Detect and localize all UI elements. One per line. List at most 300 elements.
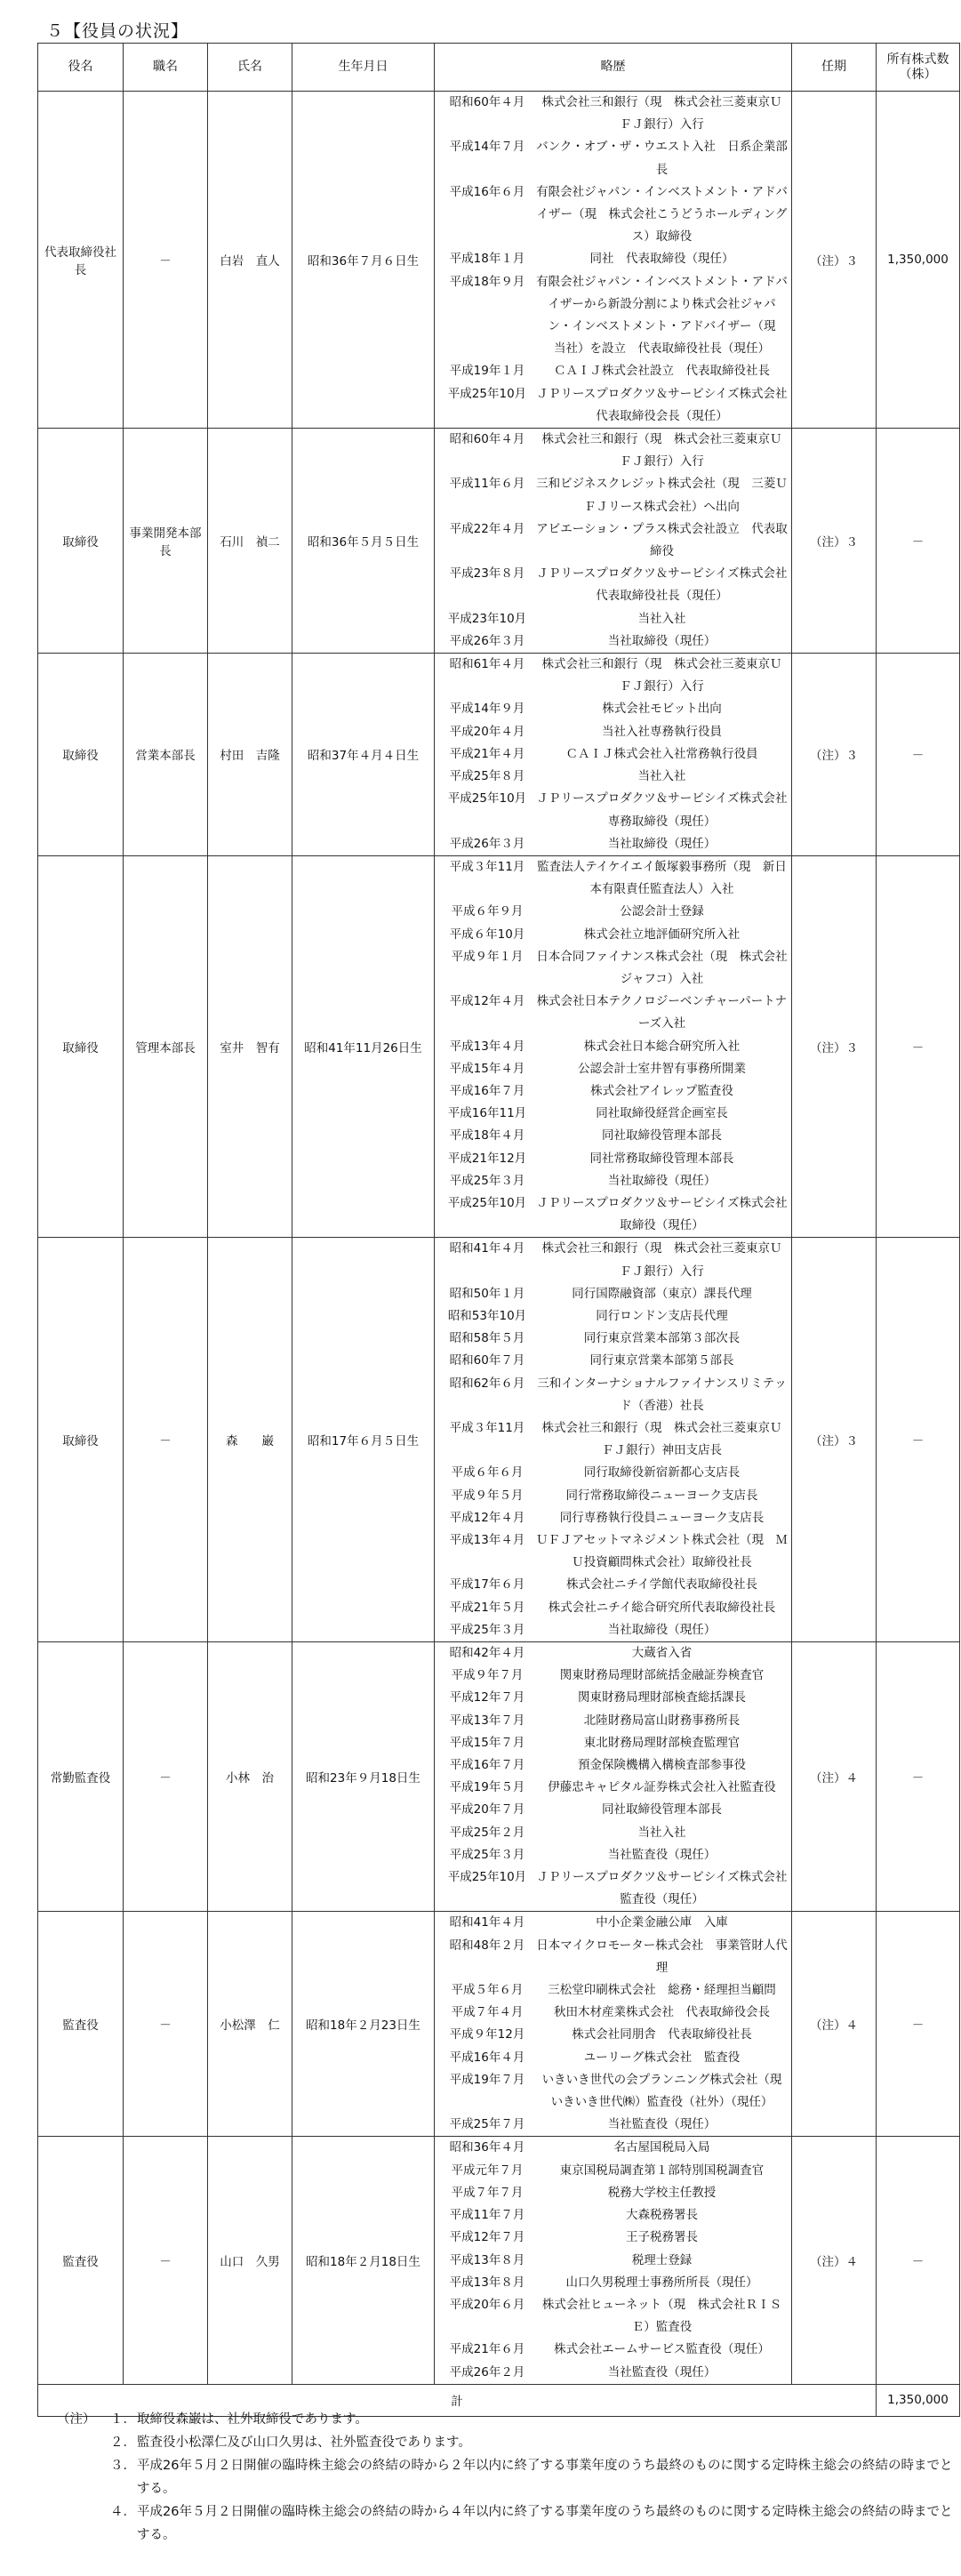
career-text: 関東財務局理財部統括金融証券検査官 (559, 1668, 765, 1683)
career-date: 平成19年５月 (449, 1780, 525, 1795)
career-date: 昭和41年４月 (449, 1241, 525, 1256)
career-date: 平成７年７月 (451, 2185, 524, 2200)
career-entry (438, 1777, 788, 1799)
header-row (38, 44, 960, 92)
career-text: 税理士登録 (631, 2252, 693, 2267)
career-text: アビエーション・プラス株式会社設立 代表取締役 (536, 521, 788, 559)
career-text: 当社取締役（現任） (607, 1622, 717, 1637)
career-entry (438, 2294, 788, 2339)
career-date: 平成13年４月 (449, 1039, 525, 1054)
career-date: 平成25年10月 (447, 791, 527, 807)
career-entry (438, 2024, 788, 2046)
career-date: 平成９年７月 (451, 1668, 524, 1683)
career-date: 平成21年５月 (449, 1600, 525, 1615)
career-entry (438, 1283, 788, 1305)
career-date: 平成18年１月 (449, 252, 525, 267)
career-date: 平成13年８月 (449, 2252, 525, 2267)
career-date: 平成25年10月 (447, 1870, 527, 1885)
career-entry (438, 743, 788, 766)
career-text: ＪＰリースプロダクツ＆サービシイズ株式会社 監査役（現任） (536, 1870, 799, 1907)
career-date: 平成16年４月 (449, 2050, 525, 2065)
career-date: 昭和48年２月 (449, 1938, 525, 1953)
career-text: ＣＡＩＪ株式会社設立 代表取締役社長 (554, 364, 770, 379)
career-text: 株式会社三和銀行（現 株式会社三菱東京ＵＦＪ銀行）入行 (541, 657, 782, 694)
career-text: 同行ロンドン支店長代理 (596, 1308, 728, 1323)
career-date: 平成14年７月 (449, 140, 525, 155)
career-date: 平成13年４月 (449, 1533, 525, 1547)
note-number: ２． (110, 2436, 136, 2450)
note-mark (57, 2454, 110, 2500)
career-text: 株式会社アイレップ監査役 (590, 1083, 733, 1098)
officer-birth: 昭和36年７月６日生 (292, 92, 435, 429)
career-text: 株式会社三和銀行（現 株式会社三菱東京ＵＦＪ銀行）入行 (541, 1241, 782, 1279)
officer-career (435, 654, 799, 856)
career-entry (438, 2250, 788, 2272)
career-entry (438, 181, 788, 249)
career-date: 平成６年６月 (451, 1465, 524, 1481)
career-entry (438, 1619, 788, 1641)
officer-job: － (124, 1238, 208, 1642)
header-job: 職名 (124, 44, 208, 92)
career-date: 平成18年９月 (449, 274, 525, 289)
career-text: 中小企業金融公庫 入庫 (596, 1915, 728, 1930)
career-entry (438, 1866, 799, 1911)
career-text: 当社監査役（現任） (607, 2364, 717, 2379)
officer-job: － (124, 1642, 208, 1912)
career-entry (438, 654, 788, 698)
career-text: 当社監査役（現任） (607, 2117, 717, 2132)
career-text: 株式会社三和銀行（現 株式会社三菱東京ＵＦＪ銀行）入行 (541, 95, 782, 132)
officer-row (38, 429, 960, 654)
note-item (57, 2431, 955, 2454)
career-entry (438, 2047, 788, 2069)
career-text: ＪＰリースプロダクツ＆サービシイズ株式会社 専務取締役（現任） (536, 791, 799, 829)
career-entry (438, 1148, 788, 1170)
career-text: 当社入社専務執行役員 (602, 724, 722, 739)
officer-name: 小林 治 (208, 1642, 292, 1912)
career-text: 王子税務署長 (626, 2230, 698, 2245)
career-text: 伊藤忠キャピタル証券株式会社入社監査役 (548, 1780, 776, 1795)
career-entry (438, 2069, 794, 2114)
officer-career (435, 429, 799, 654)
officer-row (38, 855, 960, 1237)
career-entry (438, 518, 788, 563)
career-date: 平成23年８月 (449, 566, 525, 582)
career-entry (438, 2002, 788, 2024)
career-date: 昭和42年４月 (449, 1646, 525, 1661)
career-entry (438, 1665, 788, 1687)
section-title: ５【役員の状況】 (46, 21, 189, 41)
note-item (57, 2500, 955, 2547)
officer-shares: － (877, 1238, 960, 1642)
career-entry (438, 92, 788, 136)
career-entry (438, 248, 788, 270)
career-text: 株式会社日本総合研究所入社 (583, 1039, 741, 1054)
career-text: 関東財務局理財部検査総括課長 (578, 1690, 746, 1705)
officer-job: 管理本部長 (124, 855, 208, 1237)
header-birth: 生年月日 (292, 44, 435, 92)
career-entry (438, 1979, 788, 2002)
officer-position: 取締役 (38, 1238, 124, 1642)
career-text: 株式会社三和銀行（現 株式会社三菱東京ＵＦＪ銀行）入行 (541, 432, 782, 469)
career-text: 監査法人テイケイエイ飯塚毅事務所（現 新日本有限責任監査法人）入社 (537, 859, 787, 897)
career-date: 平成５年６月 (451, 1983, 524, 1998)
career-date: 平成19年１月 (449, 364, 525, 379)
career-text: いきいき世代の会プランニング株式会社（現 いきいき世代㈱）監査役（社外）（現任） (541, 2072, 794, 2110)
career-entry (438, 1935, 788, 1979)
career-date: 平成元年７月 (451, 2163, 524, 2178)
officer-position: 取締役 (38, 855, 124, 1237)
career-date: 平成26年３月 (449, 633, 525, 648)
career-entry (438, 1328, 788, 1350)
career-entry (438, 2204, 788, 2227)
career-date: 平成22年４月 (449, 521, 525, 536)
career-text: 同社取締役管理本部長 (602, 1128, 722, 1144)
officer-shares: － (877, 654, 960, 856)
career-text: 株式会社ヒューネット（現 株式会社ＲＩＳＥ）監査役 (541, 2297, 782, 2335)
career-entry (438, 563, 799, 607)
career-entry (438, 473, 788, 518)
career-date: 平成25年３月 (449, 1847, 525, 1862)
officer-term: （注）３ (792, 1238, 877, 1642)
career-text: 同行東京営業本部第５部長 (589, 1353, 734, 1368)
note-item (57, 2454, 955, 2500)
officer-term: （注）４ (792, 1912, 877, 2137)
career-text: ＪＰリースプロダクツ＆サービシイズ株式会社 代表取締役会長（現任） (536, 386, 799, 423)
career-entry (438, 1642, 788, 1665)
officer-birth: 昭和41年11月26日生 (292, 855, 435, 1237)
career-text: 大蔵省入省 (631, 1646, 693, 1661)
note-item (57, 2408, 955, 2431)
career-date: 平成12年７月 (449, 2230, 525, 2245)
career-entry (438, 1103, 788, 1125)
career-entry (438, 1036, 788, 1058)
officer-row (38, 2137, 960, 2384)
career-text: 名古屋国税局入局 (613, 2140, 710, 2155)
career-text: 株式会社ニチイ学館代表取締役社長 (565, 1577, 758, 1593)
note-number: ３． (110, 2459, 136, 2473)
career-entry (438, 721, 788, 743)
officers-table (37, 43, 960, 2417)
career-text: ＵＦＪアセットマネジメント株式会社（現 ＭＵ投資顧問株式会社）取締役社長 (536, 1533, 788, 1570)
career-text: 北陸財務局富山財務事務所長 (583, 1713, 741, 1728)
career-text: 同行国際融資部（東京）課長代理 (572, 1286, 752, 1301)
career-date: 平成11年６月 (449, 477, 525, 492)
career-date: 平成９年１月 (451, 949, 524, 964)
officer-name: 室井 智有 (208, 855, 292, 1237)
career-entry (438, 429, 788, 473)
officer-birth: 昭和18年２月18日生 (292, 2137, 435, 2384)
career-entry (438, 271, 788, 361)
header-career: 略歴 (435, 44, 792, 92)
career-text: 同行専務執行役員ニューヨーク支店長 (559, 1510, 765, 1525)
career-entry (438, 991, 788, 1035)
career-text: ＪＰリースプロダクツ＆サービシイズ株式会社 代表取締役社長（現任） (536, 566, 799, 604)
career-entry (438, 1485, 788, 1507)
career-text: 同社 代表取締役（現任） (589, 252, 734, 267)
career-date: 平成13年８月 (449, 2275, 525, 2290)
officer-term: （注）３ (792, 654, 877, 856)
career-date: 平成３年11月 (449, 1420, 525, 1435)
career-text: 三松堂印刷株式会社 総務・経理担当顧問 (548, 1983, 776, 1998)
career-date: 平成16年11月 (447, 1106, 527, 1121)
officer-term: （注）４ (792, 1642, 877, 1912)
header-term: 任期 (792, 44, 877, 92)
career-entry (438, 1574, 788, 1596)
career-entry (438, 1710, 788, 1732)
career-date: 昭和41年４月 (449, 1915, 525, 1930)
career-entry (438, 698, 788, 720)
career-entry (438, 2182, 788, 2204)
career-entry (438, 788, 799, 832)
career-text: 東京国税局調査第１部特別国税調査官 (559, 2163, 765, 2178)
officer-career (435, 855, 799, 1237)
officer-job: － (124, 1912, 208, 2137)
career-date: 平成７年４月 (451, 2005, 524, 2020)
officer-position: 常勤監査役 (38, 1642, 124, 1912)
officer-term: （注）３ (792, 92, 877, 429)
career-date: 昭和60年４月 (449, 432, 525, 447)
career-text: ＪＰリースプロダクツ＆サービシイズ株式会社 取締役（現任） (536, 1195, 799, 1233)
career-entry (438, 1912, 788, 1934)
career-text: 公認会計士登録 (620, 904, 704, 919)
career-text: 有限会社ジャパン・インベストメント・アドバイザー（現 株式会社こうどうホールディングス）取締役 (536, 184, 788, 245)
career-text: 東北財務局理財部検査監理官 (583, 1735, 741, 1750)
career-text: 有限会社ジャパン・インベストメント・アドバイザーから新設分割により株式会社ジャパン・インベストメント・アドバイザー（現 当社）を設立 代表取締役社長（現任） (536, 274, 789, 357)
career-text: 株式会社ニチイ総合研究所代表取締役社長 (548, 1600, 776, 1615)
career-entry (438, 1238, 788, 1282)
career-date: 昭和58年５月 (449, 1331, 525, 1346)
career-text: ユーリーグ株式会社 監査役 (583, 2050, 741, 2065)
career-text: 株式会社三和銀行（現 株式会社三菱東京ＵＦＪ銀行）神田支店長 (541, 1420, 782, 1458)
career-entry (438, 1125, 788, 1147)
officer-name: 森 巌 (208, 1238, 292, 1642)
officer-name: 村田 吉隆 (208, 654, 292, 856)
officer-birth: 昭和36年５月５日生 (292, 429, 435, 654)
header-name: 氏名 (208, 44, 292, 92)
career-entry (438, 1754, 788, 1777)
career-date: 平成９年５月 (451, 1488, 524, 1503)
note-mark (57, 2431, 110, 2454)
career-date: 平成25年７月 (449, 2117, 525, 2132)
career-entry (438, 1373, 788, 1417)
officer-job: 事業開発本部長 (124, 429, 208, 654)
note-text: 平成26年５月２日開催の臨時株主総会の終結の時から４年以内に終了する事業年度のうち最終のものに関する定時株主総会の終結の時までとする。 (137, 2505, 953, 2542)
career-date: 昭和61年４月 (449, 657, 525, 672)
header-shares: 所有株式数（株） (877, 44, 960, 92)
career-entry (438, 630, 788, 653)
career-entry (438, 2114, 788, 2136)
officer-birth: 昭和18年２月23日生 (292, 1912, 435, 2137)
career-date: 平成25年８月 (449, 769, 525, 784)
career-entry (438, 1844, 788, 1866)
career-entry (438, 2160, 788, 2182)
career-text: 公認会計士室井智有事務所開業 (578, 1061, 746, 1076)
officer-row (38, 1912, 960, 2137)
career-date: 平成15年４月 (449, 1061, 525, 1076)
officer-row (38, 1238, 960, 1642)
officer-shares: － (877, 2137, 960, 2384)
career-entry (438, 856, 788, 901)
career-entry (438, 946, 788, 991)
career-entry (438, 1080, 788, 1103)
career-date: 平成11年７月 (449, 2208, 525, 2223)
career-text: 日本合同ファイナンス株式会社（現 株式会社ジャフコ）入社 (536, 949, 788, 986)
career-text: ＣＡＩＪ株式会社入社常務執行役員 (565, 746, 758, 761)
officer-shares: 1,350,000 (877, 92, 960, 429)
officer-birth: 昭和23年９月18日生 (292, 1642, 435, 1912)
career-date: 平成12年７月 (449, 1690, 525, 1705)
notes (57, 2408, 955, 2547)
career-entry (438, 2137, 788, 2159)
career-entry (438, 1687, 788, 1709)
officer-row (38, 1642, 960, 1912)
officer-position: 取締役 (38, 429, 124, 654)
officer-name: 山口 久男 (208, 2137, 292, 2384)
career-text: 税務大学校主任教授 (607, 2185, 717, 2200)
career-date: 平成６年９月 (451, 904, 524, 919)
career-date: 平成21年４月 (449, 746, 525, 761)
career-date: 平成21年６月 (449, 2342, 525, 2357)
officer-job: － (124, 92, 208, 429)
career-text: 株式会社モビット出向 (602, 702, 722, 717)
officer-name: 石川 禎二 (208, 429, 292, 654)
career-text: 同社取締役管理本部長 (602, 1802, 722, 1818)
officer-row (38, 654, 960, 856)
career-date: 平成25年３月 (449, 1622, 525, 1637)
career-entry (438, 1305, 788, 1328)
career-text: 株式会社同朋舎 代表取締役社長 (572, 2027, 752, 2042)
career-date: 昭和62年６月 (449, 1376, 525, 1391)
officer-position: 取締役 (38, 654, 124, 856)
note-mark (57, 2500, 110, 2547)
total-label: 計 (38, 2384, 877, 2416)
career-date: 平成25年10月 (447, 1195, 527, 1210)
career-text: 同行取締役新宿新都心支店長 (583, 1465, 741, 1481)
career-date: 平成19年７月 (449, 2072, 525, 2087)
career-entry (438, 2272, 788, 2294)
career-entry (438, 1350, 788, 1372)
career-date: 平成21年12月 (447, 1151, 527, 1166)
officer-position: 監査役 (38, 2137, 124, 2384)
career-date: 平成25年10月 (447, 386, 527, 401)
career-date: 平成17年６月 (449, 1577, 525, 1593)
note-text: 平成26年５月２日開催の臨時株主総会の終結の時から２年以内に終了する事業年度のうち最終のものに関する定時株主総会の終結の時までとする。 (137, 2459, 953, 2496)
officer-career (435, 1912, 792, 2137)
officer-shares: － (877, 1642, 960, 1912)
officer-shares: － (877, 1912, 960, 2137)
career-date: 平成18年４月 (449, 1128, 525, 1144)
career-text: 当社入社 (637, 769, 686, 784)
career-date: 平成６年10月 (449, 927, 525, 942)
career-date: 平成13年７月 (449, 1713, 525, 1728)
career-entry (438, 833, 788, 855)
career-entry (438, 608, 788, 630)
career-text: 株式会社日本テクノロジーベンチャーパートナーズ入社 (536, 994, 788, 1031)
career-entry (438, 1462, 788, 1484)
career-text: 大森税務署長 (626, 2208, 698, 2223)
career-text: 同社常務取締役管理本部長 (589, 1151, 734, 1166)
career-date: 平成３年11月 (449, 859, 525, 874)
career-entry (438, 766, 788, 788)
career-date: 昭和50年１月 (449, 1286, 525, 1301)
career-date: 平成23年10月 (447, 611, 527, 626)
career-entry (438, 1417, 788, 1462)
header-position: 役名 (38, 44, 124, 92)
note-text: 取締役森巌は、社外取締役であります。 (137, 2412, 368, 2427)
career-entry (438, 383, 799, 428)
career-entry (438, 1058, 788, 1080)
career-date: 平成15年７月 (449, 1735, 525, 1750)
officer-term: （注）４ (792, 2137, 877, 2384)
officer-birth: 昭和17年６月５日生 (292, 1238, 435, 1642)
career-date: 昭和53年10月 (447, 1308, 527, 1323)
career-date: 平成16年７月 (449, 1758, 525, 1773)
career-entry (438, 360, 788, 382)
career-entry (438, 2362, 788, 2384)
officer-position: 代表取締役社長 (38, 92, 124, 429)
career-text: 株式会社エームサービス監査役（現任） (554, 2342, 770, 2357)
officer-shares: － (877, 855, 960, 1237)
career-entry (438, 924, 788, 946)
officer-row (38, 92, 960, 429)
career-date: 平成12年４月 (449, 1510, 525, 1525)
career-text: 三和ビジネスクレジット株式会社（現 三菱ＵＦＪリース株式会社）へ出向 (536, 477, 788, 514)
career-text: 当社監査役（現任） (607, 1847, 717, 1862)
career-date: 平成16年６月 (449, 184, 525, 199)
officer-shares: － (877, 429, 960, 654)
career-text: 山口久男税理士事務所所長（現任） (565, 2275, 758, 2290)
officer-career (435, 1642, 799, 1912)
career-entry (438, 2227, 788, 2249)
career-entry (438, 1192, 799, 1237)
career-date: 平成20年４月 (449, 724, 525, 739)
officer-job: 営業本部長 (124, 654, 208, 856)
career-date: 平成12年４月 (449, 994, 525, 1009)
career-entry (438, 1597, 788, 1619)
note-mark: （注） (57, 2412, 96, 2427)
career-text: 当社取締役（現任） (607, 633, 717, 648)
career-text: 預金保険機構入構検査部参事役 (578, 1758, 746, 1773)
career-date: 平成14年９月 (449, 702, 525, 717)
career-entry (438, 1799, 788, 1821)
officer-term: （注）３ (792, 855, 877, 1237)
officer-career (435, 2137, 792, 2384)
career-date: 平成25年３月 (449, 1173, 525, 1188)
officer-job: － (124, 2137, 208, 2384)
note-number: ４． (110, 2505, 136, 2519)
officer-term: （注）３ (792, 429, 877, 654)
total-shares: 1,350,000 (877, 2384, 960, 2416)
career-date: 平成26年３月 (449, 836, 525, 851)
career-date: 平成20年７月 (449, 1802, 525, 1818)
note-number: １． (110, 2412, 136, 2427)
career-text: 三和インターナショナルファイナンスリミテッド（香港）社長 (537, 1376, 787, 1413)
career-date: 平成16年７月 (449, 1083, 525, 1098)
career-entry (438, 1822, 788, 1844)
career-text: 同行東京営業本部第３部次長 (583, 1331, 741, 1346)
career-date: 平成26年２月 (449, 2364, 525, 2379)
career-entry (438, 136, 788, 181)
career-text: 日本マイクロモーター株式会社 事業管財人代理 (536, 1938, 788, 1975)
career-text: 当社取締役（現任） (607, 836, 717, 851)
career-entry (438, 1529, 788, 1574)
career-text: 当社取締役（現任） (607, 1173, 717, 1188)
career-text: 秋田木材産業株式会社 代表取締役会長 (554, 2005, 770, 2020)
career-text: 株式会社立地評価研究所入社 (583, 927, 741, 942)
officer-career (435, 1238, 792, 1642)
officer-name: 小松澤 仁 (208, 1912, 292, 2137)
